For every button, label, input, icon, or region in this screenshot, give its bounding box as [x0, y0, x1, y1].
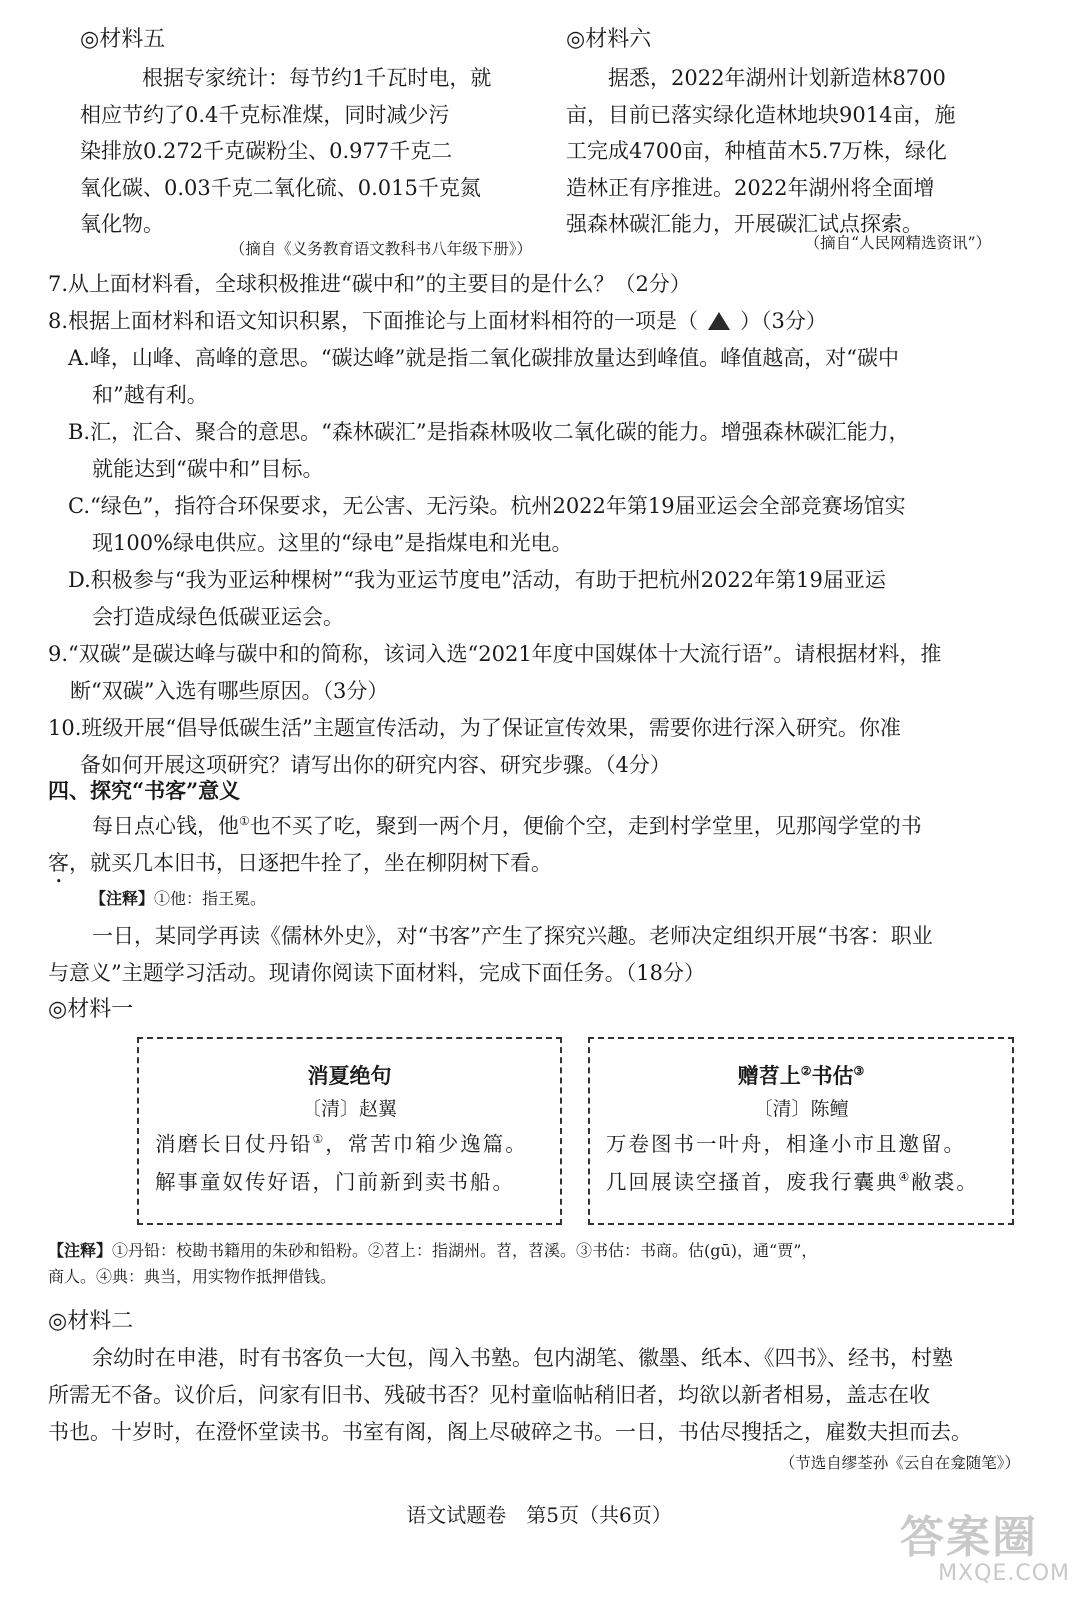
question-8-stem — [48, 303, 1038, 340]
question-10-line-2: 备如何开展这项研究？请写出你的研究内容、研究步骤。（4分） — [80, 753, 671, 777]
question-7: 7.从上面材料看，全球积极推进“碳中和”的主要目的是什么？（2分） — [48, 272, 691, 296]
intro-line-1: 一日，某同学再读《儒林外史》，对“书客”产生了探究兴趣。老师决定组织开展“书客：职业 — [92, 924, 933, 948]
watermark-domain: MXQE.COM — [938, 1561, 1070, 1586]
watermark-text: 答案圈 — [900, 1512, 1038, 1563]
m6-line-5: 强森林碳汇能力，开展碳汇试点探索。 — [566, 212, 923, 236]
q8-option-a-line-2: 和”越有利。 — [92, 383, 208, 407]
material-5-source: （摘自《义务教育语文教科书八年级下册》） — [229, 240, 532, 258]
section-4-note: 【注释】①他：指王冕。 — [90, 889, 267, 908]
page-footer: 语文试题卷 第5页（共6页） — [406, 1503, 672, 1527]
poem-2-line-2: 几回展读空搔首，废我行囊典④敝裘。 — [606, 1170, 979, 1194]
material-1-heading: ◎材料一 — [48, 997, 134, 1022]
poem-box-1 — [137, 1037, 562, 1225]
question-9-line-2: 断“双碳”入选有哪些原因。（3分） — [70, 679, 389, 703]
q8-option-d-line-2: 会打造成绿色低碳亚运会。 — [92, 605, 344, 629]
question-9-line-1: 9.“双碳”是碳达峰与碳中和的简称，该词入选“2021年度中国媒体十大流行语”。请根据材料，推 — [48, 642, 942, 666]
intro-line-2: 与意义”主题学习活动。现请你阅读下面材料，完成下面任务。（18分） — [48, 961, 705, 985]
section-4-intro — [48, 918, 1038, 992]
poem-1-line-1: 消磨长日仗丹铅①，常苦巾箱少逸篇。 — [155, 1132, 528, 1156]
question-10-line-1: 10.班级开展“倡导低碳生活”主题宣传活动，为了保证宣传效果，需要你进行深入研究。你准 — [48, 716, 901, 740]
section-4-title: 四、探究“书客”意义 — [48, 778, 241, 803]
material-1-notes — [48, 1238, 1038, 1290]
material-1-note-line-2: 商人。④典：典当，用实物作抵押借钱。 — [48, 1267, 337, 1286]
m5-line-2: 相应节约了0.4千克标准煤，同时减少污 — [80, 102, 450, 127]
material-2-source: （节选自缪荃孙《云自在龛随笔》） — [779, 1454, 1020, 1472]
q8-option-c-line-1: C.“绿色”，指符合环保要求，无公害、无污染。杭州2022年第19届亚运会全部竞赛场馆实 — [68, 494, 906, 518]
m6-line-4: 造林正有序推进。2022年湖州将全面增 — [566, 175, 935, 200]
poem-2-line-1: 万卷图书一叶舟，相逢小市且邀留。 — [606, 1132, 966, 1156]
m5-line-5: 氧化物。 — [80, 212, 164, 236]
q8-option-b-line-1: B.汇，汇合、聚合的意思。“森林碳汇”是指森林吸收二氧化碳的能力。增强森林碳汇能力， — [68, 420, 910, 444]
m6-line-2: 亩，目前已落实绿化造林地块9014亩，施 — [566, 102, 956, 127]
q8-option-d-line-1: D.积极参与“我为亚运种棵树”“我为亚运节度电”活动，有助于把杭州2022年第19届亚运 — [68, 568, 886, 592]
q8-stem-tail: ）（3分） — [740, 309, 827, 333]
material-2-line-3: 书也。十岁时，在澄怀堂读书。书室有阁，阁上尽破碎之书。一日，书估尽搜括之，雇数夫担而去。 — [48, 1420, 972, 1444]
m5-line-3: 染排放0.272千克碳粉尘、0.977千克二 — [80, 139, 453, 163]
material-2-heading: ◎材料二 — [48, 1309, 134, 1334]
m5-line-1: 根据专家统计：每节约1千瓦时电，就 — [142, 66, 492, 90]
triangle-icon — [708, 312, 730, 330]
excerpt-line-1: 每日点心钱，他①也不买了吃，聚到一两个月，便偷个空，走到村学堂里，见那闯学堂的书 — [92, 814, 922, 838]
material-6-source: （摘自“人民网精选资讯”） — [804, 234, 991, 252]
material-5-body — [80, 60, 550, 243]
poem-2-author: 〔清〕陈鳣 — [753, 1098, 849, 1120]
material-1-note-line-1: 【注释】①丹铅：校勘书籍用的朱砂和铅粉。②苕上：指湖州。苕，苕溪。③书估：书商。估(gū)，通“贾”， — [48, 1241, 818, 1260]
m6-line-1: 据悉，2022年湖州计划新造林8700 — [608, 66, 946, 90]
q8-stem-text: 8.根据上面材料和语文知识积累，下面推论与上面材料相符的一项是（ — [48, 309, 699, 333]
q8-option-b-line-2: 就能达到“碳中和”目标。 — [92, 457, 324, 481]
emphasized-ke: 客 — [48, 851, 69, 875]
excerpt-line-2: 客，就买几本旧书，日逐把牛拴了，坐在柳阴树下看。 — [48, 851, 552, 875]
poem-1-line-2: 解事童奴传好语，门前新到卖书船。 — [155, 1170, 515, 1194]
material-2-body — [48, 1340, 1038, 1451]
poem-1-author: 〔清〕赵翼 — [301, 1098, 397, 1120]
material-2-line-2: 所需无不备。议价后，问家有旧书、残破书否？见村童临帖稍旧者，均欲以新者相易，盖志在收 — [48, 1383, 930, 1407]
material-6-heading: ◎材料六 — [566, 27, 652, 52]
watermark-logo — [900, 1514, 1070, 1594]
q8-option-a-line-1: A.峰，山峰、高峰的意思。“碳达峰”就是指二氧化碳排放量达到峰值。峰值越高，对“碳中 — [68, 346, 900, 370]
m6-line-3: 工完成4700亩，种植苗木5.7万株，绿化 — [566, 139, 947, 163]
poem-box-2 — [588, 1037, 1014, 1225]
material-6-body — [566, 60, 1036, 243]
material-2-line-1: 余幼时在申港，时有书客负一大包，闯入书塾。包内湖笔、徽墨、纸本、《四书》、经书，村塾 — [92, 1346, 953, 1370]
section-4-excerpt — [48, 808, 1038, 888]
q8-option-c-line-2: 现100%绿电供应。这里的“绿电”是指煤电和光电。 — [92, 531, 573, 555]
poem-1-title: 消夏绝句 — [307, 1063, 392, 1088]
material-5-heading: ◎材料五 — [80, 27, 166, 52]
m5-line-4: 氧化碳、0.03千克二氧化硫、0.015千克氮 — [80, 175, 481, 200]
poem-2-title: 赠苕上②书估③ — [737, 1063, 865, 1088]
questions-block — [48, 266, 1038, 784]
